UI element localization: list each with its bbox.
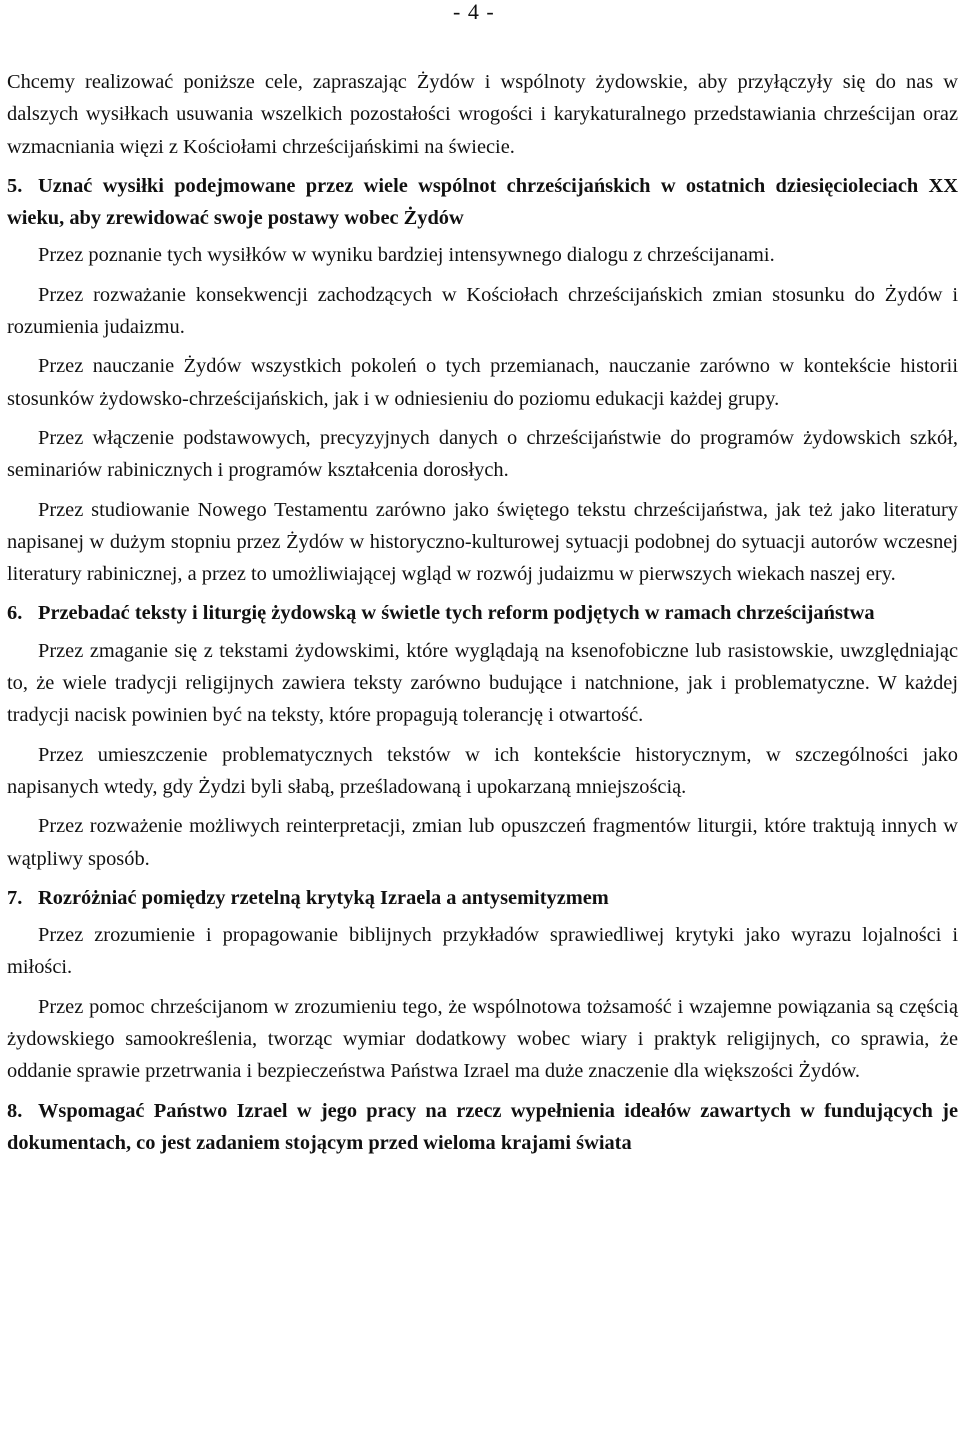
section-paragraph: Przez zrozumienie i propagowanie biblijnych przykładów sprawiedliwej krytyki jako wyrazu lojalności i miłości. <box>7 924 958 979</box>
section-heading-6 <box>7 597 958 629</box>
document-body <box>7 66 958 1164</box>
section-number: 8. <box>7 1099 23 1122</box>
section-paragraph: Przez rozważanie konsekwencji zachodzących w Kościołach chrześcijańskich zmian stosunku do Żydów i rozumienia judaizmu. <box>7 283 958 339</box>
section-number: 7. <box>7 886 23 909</box>
section-heading-5 <box>7 170 958 235</box>
section-number: 6. <box>7 602 23 625</box>
section-paragraph: Przez nauczanie Żydów wszystkich pokoleń o tych przemianach, nauczanie zarówno w kontekście historii stosunków żydowsko-chrześcijańskich, jak i w odniesieniu do poziomu edukacji każdej grupy. <box>7 355 958 410</box>
section-paragraph: Przez pomoc chrześcijanom w zrozumieniu tego, że wspólnotowa tożsamość i wzajemne powiązania są częścią żydowskiego samookreślenia, tworząc wymiar dodatkowy wobec wiary i praktyk religijnych, co sprawia, że oddanie sprawie przetrwania i bezpieczeństwa Państwa Izrael ma duże znaczenie dla większości Żydów. <box>7 995 958 1083</box>
section-number: 5. <box>7 174 23 197</box>
intro-paragraph: Chcemy realizować poniższe cele, zapraszając Żydów i wspólnoty żydowskie, aby przyłączyły się do nas w dalszych wysiłkach usuwania wszelkich pozostałości wrogości i karykaturalnego przedstawiania chrześcijan oraz wzmacniania więzi z Kościołami chrześcijańskimi na świecie. <box>7 71 958 158</box>
section-paragraph: Przez poznanie tych wysiłków w wyniku bardziej intensywnego dialogu z chrześcijanami. <box>38 244 775 267</box>
section-paragraph: Przez rozważenie możliwych reinterpretacji, zmian lub opuszczeń fragmentów liturgii, które traktują innych w wątpliwy sposób. <box>7 815 958 870</box>
section-title: Rozróżniać pomiędzy rzetelną krytyką Izraela a antysemityzmem <box>38 886 609 909</box>
section-title: Uznać wysiłki podejmowane przez wiele wspólnot chrześcijańskich w ostatnich dziesięcioleciach XX wieku, aby zrewidować swoje postawy wobec Żydów <box>7 174 958 230</box>
page-number: - 4 - <box>453 0 495 24</box>
section-paragraph: Przez studiowanie Nowego Testamentu zarówno jako świętego tekstu chrześcijaństwa, jak też jako literatury napisanej w dużym stopniu przez Żydów w historyczno-kulturowej sytuacji podobnej do sytuacji autorów wczesnej literatury rabinicznej, a przez to umożliwiającej wgląd w rozwój judaizmu w pierwszych wiekach naszej ery. <box>7 498 958 586</box>
section-paragraph: Przez umieszczenie problematycznych tekstów w ich kontekście historycznym, w szczególności jako napisanych wtedy, gdy Żydzi byli słabą, prześladowaną i upokarzaną mniejszością. <box>7 743 958 798</box>
section-title: Przebadać teksty i liturgię żydowską w świetle tych reform podjętych w ramach chrześcijaństwa <box>38 602 875 625</box>
section-heading-8 <box>7 1095 958 1160</box>
section-heading-7 <box>7 882 958 914</box>
section-paragraph: Przez zmaganie się z tekstami żydowskimi, które wyglądają na ksenofobiczne lub rasistowskie, uwzględniając to, że wiele tradycji religijnych zawiera teksty zarówno budujące i natchnione, jak i problematyczne. W każdej tradycji nacisk powinien być na teksty, które propagują tolerancję i otwartość. <box>7 639 958 727</box>
section-title: Wspomagać Państwo Izrael w jego pracy na rzecz wypełnienia ideałów zawartych w fundujących je dokumentach, co jest zadaniem stojącym przed wieloma krajami świata <box>7 1099 958 1154</box>
section-paragraph: Przez włączenie podstawowych, precyzyjnych danych o chrześcijaństwie do programów żydowskich szkół, seminariów rabinicznych i programów kształcenia dorosłych. <box>7 426 958 482</box>
